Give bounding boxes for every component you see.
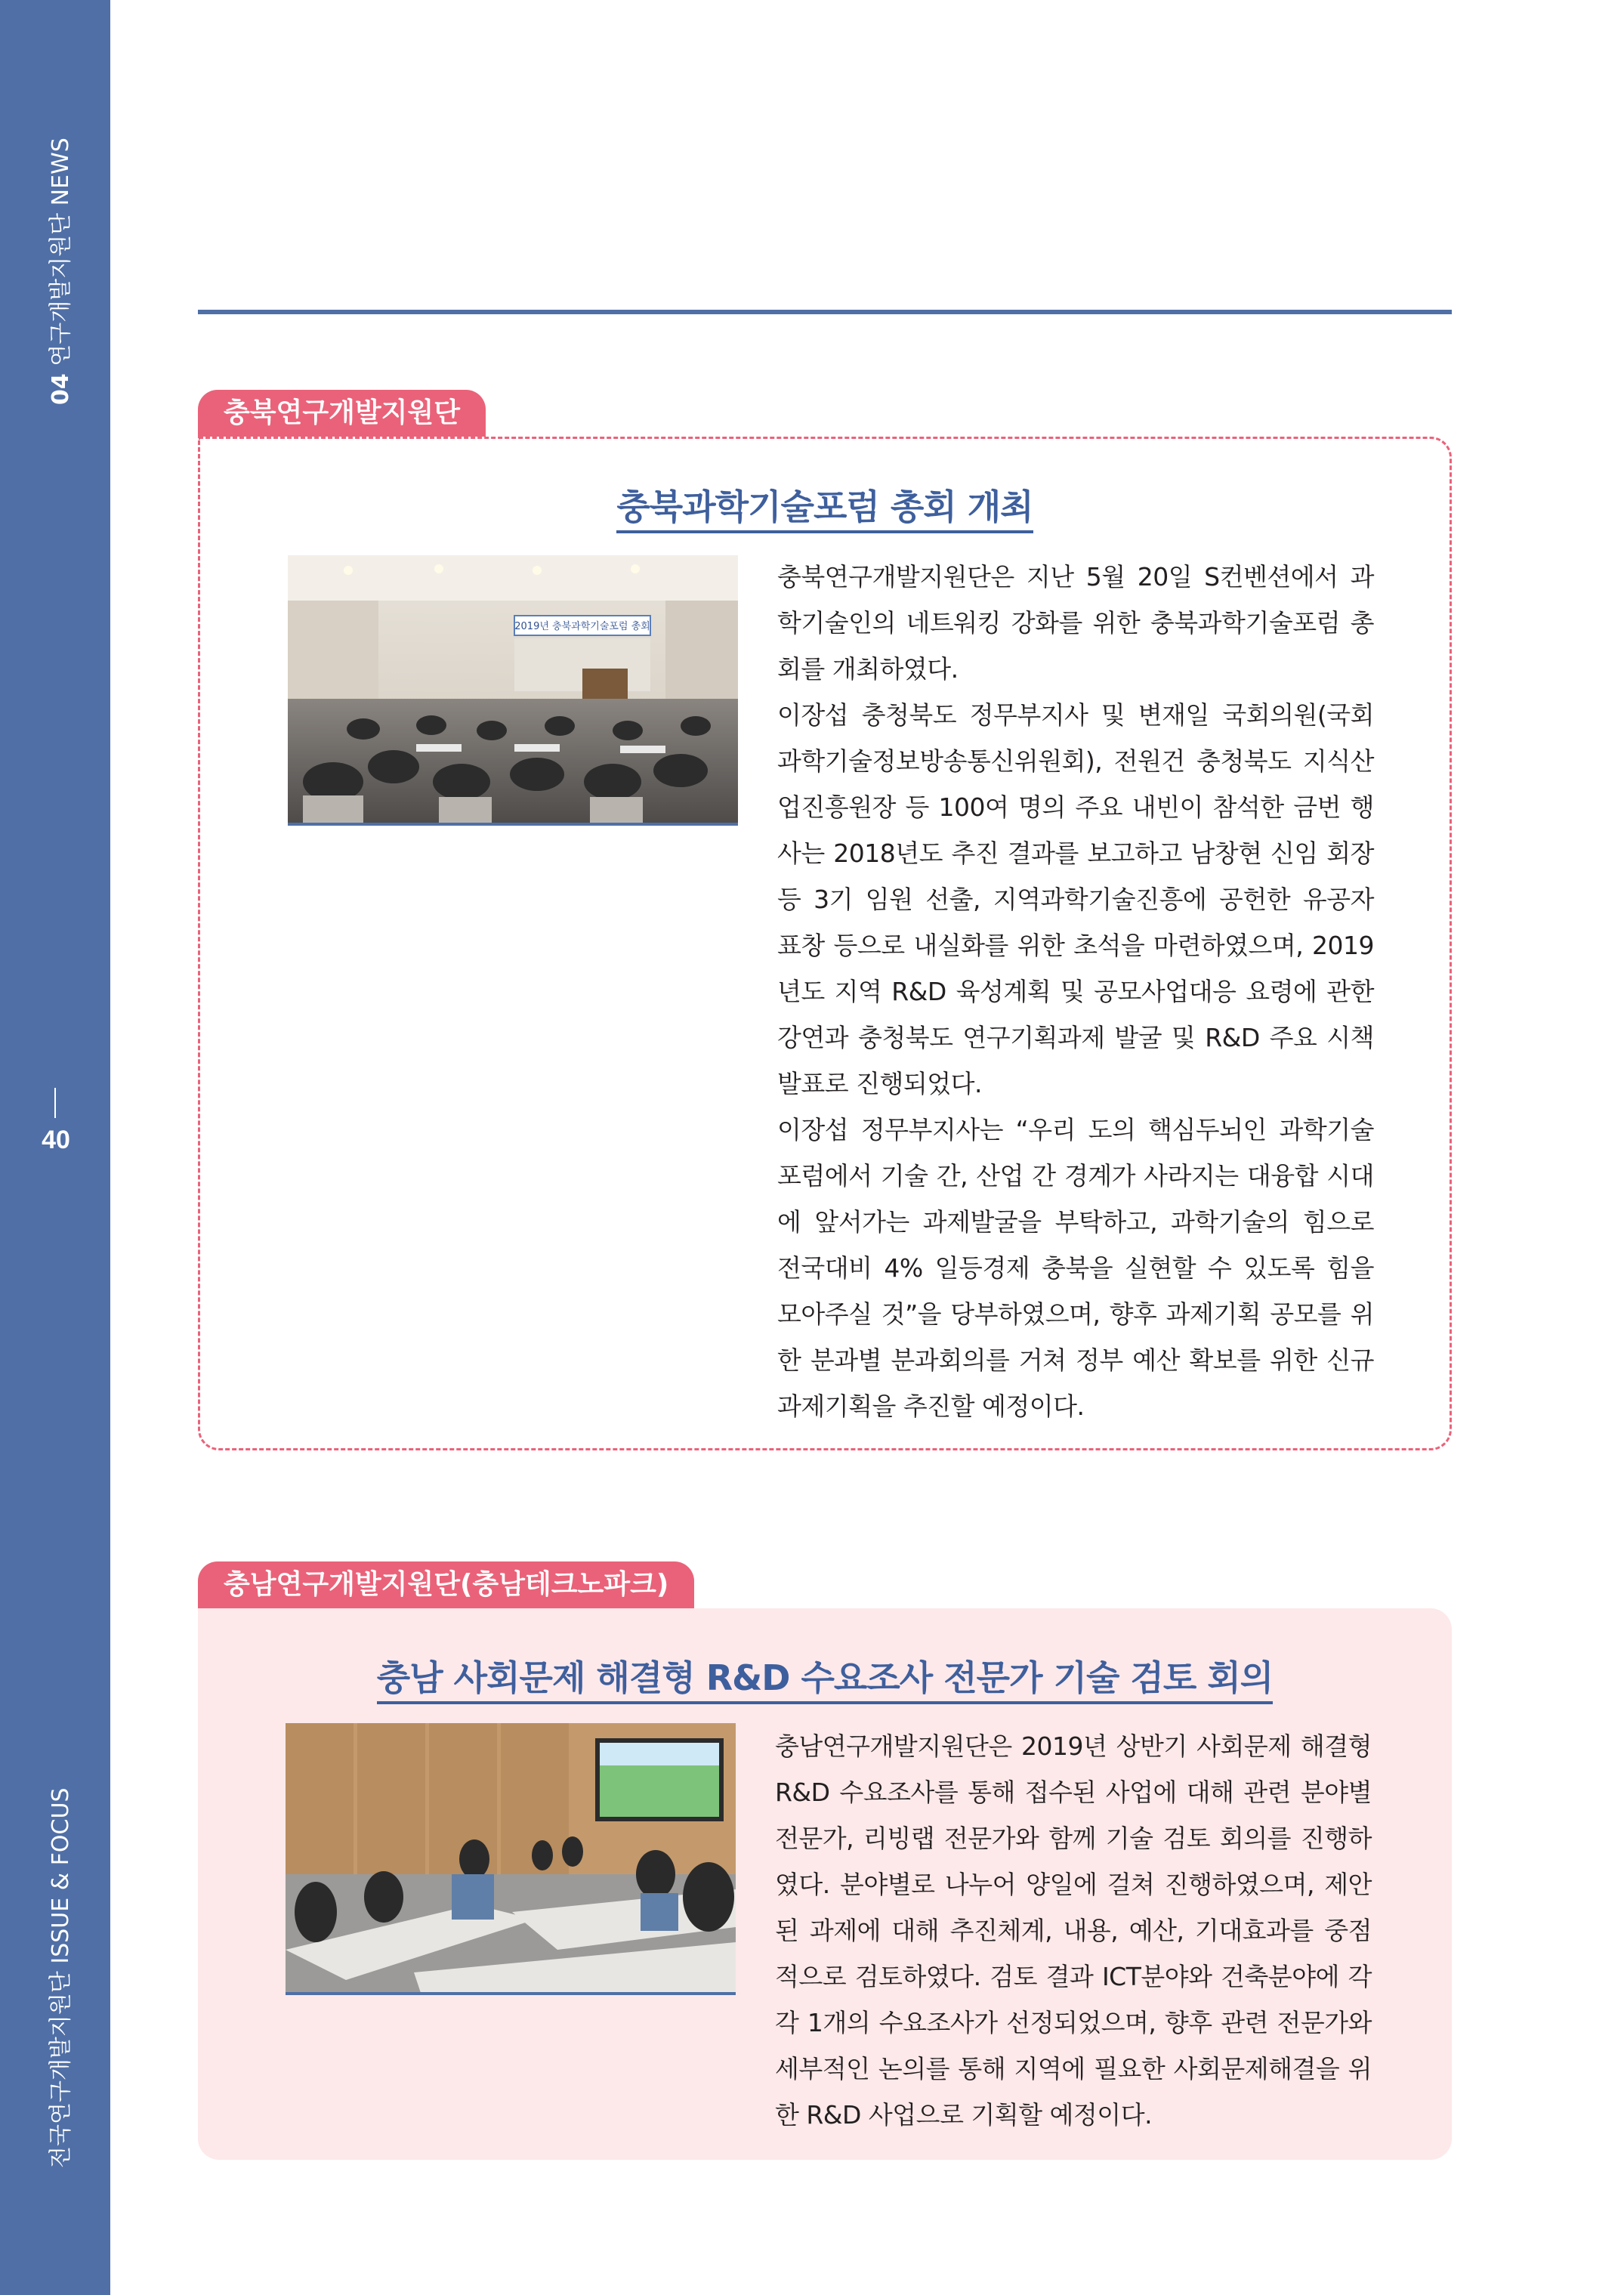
article-paragraph: 이장섭 충청북도 정무부지사 및 변재일 국회의원(국회 과학기술정보방송통신위원회), 전원건 충청북도 지식산업진흥원장 등 100여 명의 주요 내빈이 참석한 금번 행사는 2018년도 추진 결과를 보고하고 남창현 신임 회장 등 3기 임원 선출, 지역과학기술진흥에 공헌한 유공자 표창 등으로 내실화를 위한 초석을 마련하였으며, 2019년도 지역 R&D 육성계획 및 공모사업대응 요령에 관한 강연과 충청북도 연구기획과제 발굴 및 R&D 주요 시책 발표로 진행되었다.: [777, 700, 1374, 1098]
article-title: [198, 1651, 1452, 1700]
publication-label: 전국연구개발지원단 ISSUE & FOCUS: [48, 1787, 74, 2168]
article-paragraph: 충남연구개발지원단은 2019년 상반기 사회문제 해결형 R&D 수요조사를 통해 접수된 사업에 대해 관련 분야별 전문가, 리빙랩 전문가와 함께 기술 검토 회의를 진행하였다. 분야별로 나누어 양일에 걸쳐 진행하였으며, 제안된 과제에 대해 추진체계, 내용, 예산, 기대효과를 중점적으로 검토하였다. 검토 결과 ICT분야와 건축분야에 각각 1개의 수요조사가 선정되었으며, 향후 관련 전문가와 세부적인 논의를 통해 지역에 필요한 사회문제해결을 위한 R&D 사업으로 기획할 예정이다.: [775, 1731, 1372, 2130]
article-title: [200, 480, 1450, 530]
article-title-text: 충남 사회문제 해결형 R&D 수요조사 전문가 기술 검토 회의: [377, 1657, 1273, 1704]
article-box-chungbuk: [198, 437, 1452, 1450]
section-tab-chungnam: 충남연구개발지원단(충남테크노파크): [198, 1561, 694, 1608]
section-label: 04 연구개발지원단 NEWS: [48, 137, 74, 405]
article-box-chungnam: [198, 1608, 1452, 2160]
top-divider: [198, 310, 1452, 314]
forum-banner-text: 2019년 충북과학기술포럼 총회: [514, 621, 650, 632]
article-body: [775, 1723, 1372, 2138]
meeting-photo-image: [286, 1723, 736, 1995]
forum-photo-image: [288, 555, 738, 826]
side-band: [0, 0, 110, 2295]
article-paragraph: 이장섭 정무부지사는 “우리 도의 핵심두뇌인 과학기술 포럼에서 기술 간, 산업 간 경계가 사라지는 대융합 시대에 앞서가는 과제발굴을 부탁하고, 과학기술의 힘으로 전국대비 4% 일등경제 충북을 실현할 수 있도록 힘을 모아주실 것”을 당부하였으며, 향후 과제기획 공모를 위한 분과별 분과회의를 거쳐 정부 예산 확보를 위한 신규 과제기획을 추진할 예정이다.: [777, 1115, 1374, 1421]
forum-photo: [288, 555, 738, 826]
article-body: [777, 554, 1374, 1429]
article-paragraph: 충북연구개발지원단은 지난 5월 20일 S컨벤션에서 과학기술인의 네트워킹 강화를 위한 충북과학기술포럼 총회를 개최하였다.: [777, 562, 1374, 684]
page-number: 40: [42, 1126, 70, 1154]
section-tab-chungbuk: 충북연구개발지원단: [198, 390, 486, 437]
page-number-divider: [54, 1088, 56, 1118]
article-title-text: 충북과학기술포럼 총회 개최: [616, 486, 1033, 533]
meeting-photo: [286, 1723, 736, 1995]
